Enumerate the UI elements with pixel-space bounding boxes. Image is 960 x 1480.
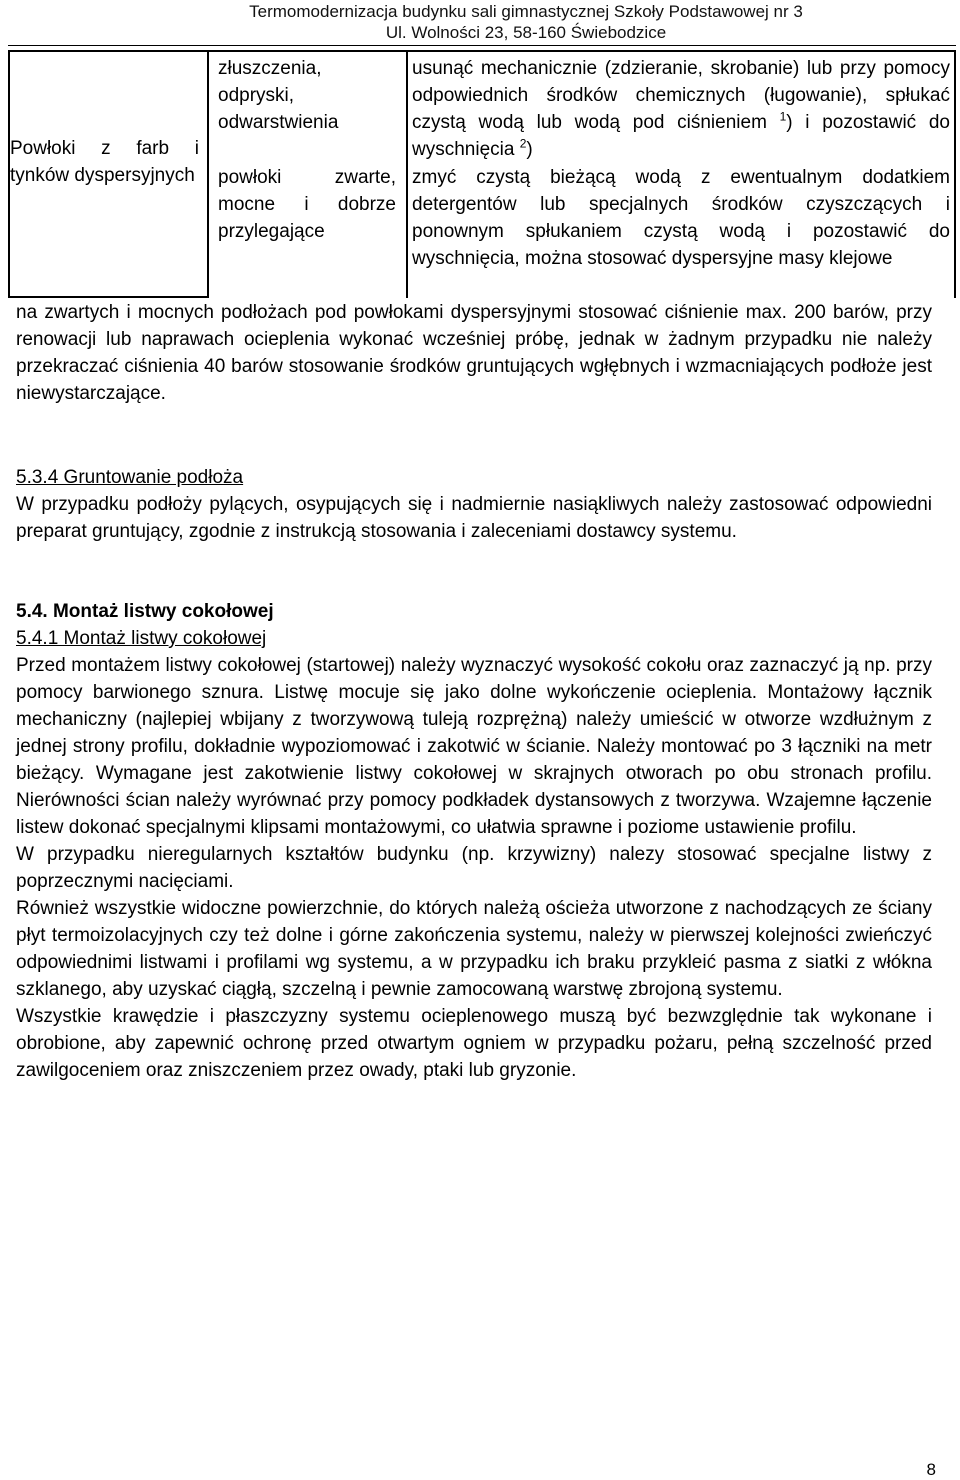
header-line-1: Termomodernizacja budynku sali gimnastycznej Szkoły Podstawowej nr 3 xyxy=(249,2,803,21)
table-cell-defect-2: powłoki zwarte, mocne i dobrze przylegające xyxy=(218,167,396,242)
footnote-ref-2: 2 xyxy=(519,136,527,151)
action-1-text-b: ) i pozostawić do wyschnięcia xyxy=(412,112,950,160)
header-rule xyxy=(8,45,956,46)
main-text xyxy=(16,299,932,407)
table-cell-action-1 xyxy=(412,55,950,163)
heading-5-4: 5.4. Montaż listwy cokołowej xyxy=(16,601,274,622)
paragraph-5-4-1-a: Przed montażem listwy cokołowej (startowej) należy wyznaczyć wysokość cokołu oraz zaznaczyć ją np. przy pomocy barwionego sznura. Listwę mocuje się jako dolne wykończenie ocieplenia. Montażowy łącznik mechaniczny (najlepiej wbijany z tworzywową tuleją rozprężną) należy umieścić w otworze wzdłużnym z jednej strony profilu, dokładnie wypoziomować i zakotwić w ścianie. Należy montować po 3 łączniki na metr bieżący. Wymagane jest zakotwienie listwy cokołowej w skrajnych otworach po obu stronach profilu. Nierówności ścian należy wyrównać przy pomocy podkładek dystansowych z tworzywa. Wzajemne łączenie listew dokonać specjalnymi klipsami montażowymi, co ułatwia sprawne i poziome ustawienie profilu. xyxy=(16,655,932,838)
page-header xyxy=(0,0,960,44)
heading-5-3-4: 5.3.4 Gruntowanie podłoża xyxy=(16,467,244,488)
table-border-top xyxy=(8,50,956,52)
table-cell-action-2: zmyć czystą bieżącą wodą z ewentualnym dodatkiem detergentów lub specjalnych środków czyszczących i ponownym spłukaniem czystą wodą i pozostawić do wyschnięcia, można stosować dyspersyjne masy klejowe xyxy=(412,167,950,269)
section-5-3-4 xyxy=(16,464,932,545)
page-number: 8 xyxy=(926,1460,936,1479)
cleaning-table xyxy=(8,50,956,298)
table-cell-coating-type: Powłoki z farb i tynków dyspersyjnych xyxy=(10,138,199,186)
table-border-right xyxy=(954,50,956,298)
table-border-col2 xyxy=(406,50,408,298)
paragraph-after-table: na zwartych i mocnych podłożach pod powłokami dyspersyjnymi stosować ciśnienie max. 200 barów, przy renowacji lub naprawach ocieplenia wykonać wcześniej próbę, jednak w żadnym przypadku nie należy przekraczać ciśnienia 40 barów stosowanie środków gruntujących wgłębnych i wzmacniających podłoże jest niewystarczające. xyxy=(16,302,932,404)
table-cell-defect-1: złuszczenia, odpryski, odwarstwienia xyxy=(218,58,339,133)
header-line-2: Ul. Wolności 23, 58-160 Świebodzice xyxy=(385,23,667,42)
paragraph-5-3-4: W przypadku podłoży pylących, osypujących się i nadmiernie nasiąkliwych należy zastosować odpowiedni preparat gruntujący, zgodnie z instrukcją stosowania i zaleceniami dostawcy systemu. xyxy=(16,494,932,542)
section-5-4 xyxy=(16,598,932,1084)
paragraph-5-4-1-c: Również wszystkie widoczne powierzchnie, do których należą ościeża utworzone z nachodzących ze ściany płyt termoizolacyjnych czy też dolne i górne zakończenia systemu, należy w pierwszej kolejności zwieńczyć odpowiednimi listwami i profilami wg systemu, a w przypadku ich braku przykleić pasma z siatki z włókna szklanego, aby uzyskać ciągłą, szczelną i pewnie zamocowaną warstwę zbrojoną systemu. xyxy=(16,898,932,1000)
table-border-col1 xyxy=(207,50,209,298)
table-border-bottom xyxy=(8,296,208,298)
heading-5-4-1: 5.4.1 Montaż listwy cokołowej xyxy=(16,628,267,649)
paragraph-5-4-1-b: W przypadku nieregularnych kształtów budynku (np. krzywizny) nalezy stosować specjalne listwy z poprzecznymi nacięciami. xyxy=(16,844,932,892)
action-1-text-c: ) xyxy=(526,139,533,160)
paragraph-5-4-1-d: Wszystkie krawędzie i płaszczyzny systemu ocieplenowego muszą być bezwzględnie tak wykonane i obrobione, aby zapewnić ochronę przed otwartym ogniem w przypadku pożaru, pełną szczelność przed zawilgoceniem oraz zniszczeniem przez owady, ptaki lub gryzonie. xyxy=(16,1006,932,1081)
action-1-text-a: usunąć mechanicznie (zdzieranie, skrobanie) lub przy pomocy odpowiednich środków chemicznych (ługowanie), spłukać czystą wodą lub wodą pod ciśnieniem xyxy=(412,58,950,133)
footnote-ref-1: 1 xyxy=(779,109,787,124)
